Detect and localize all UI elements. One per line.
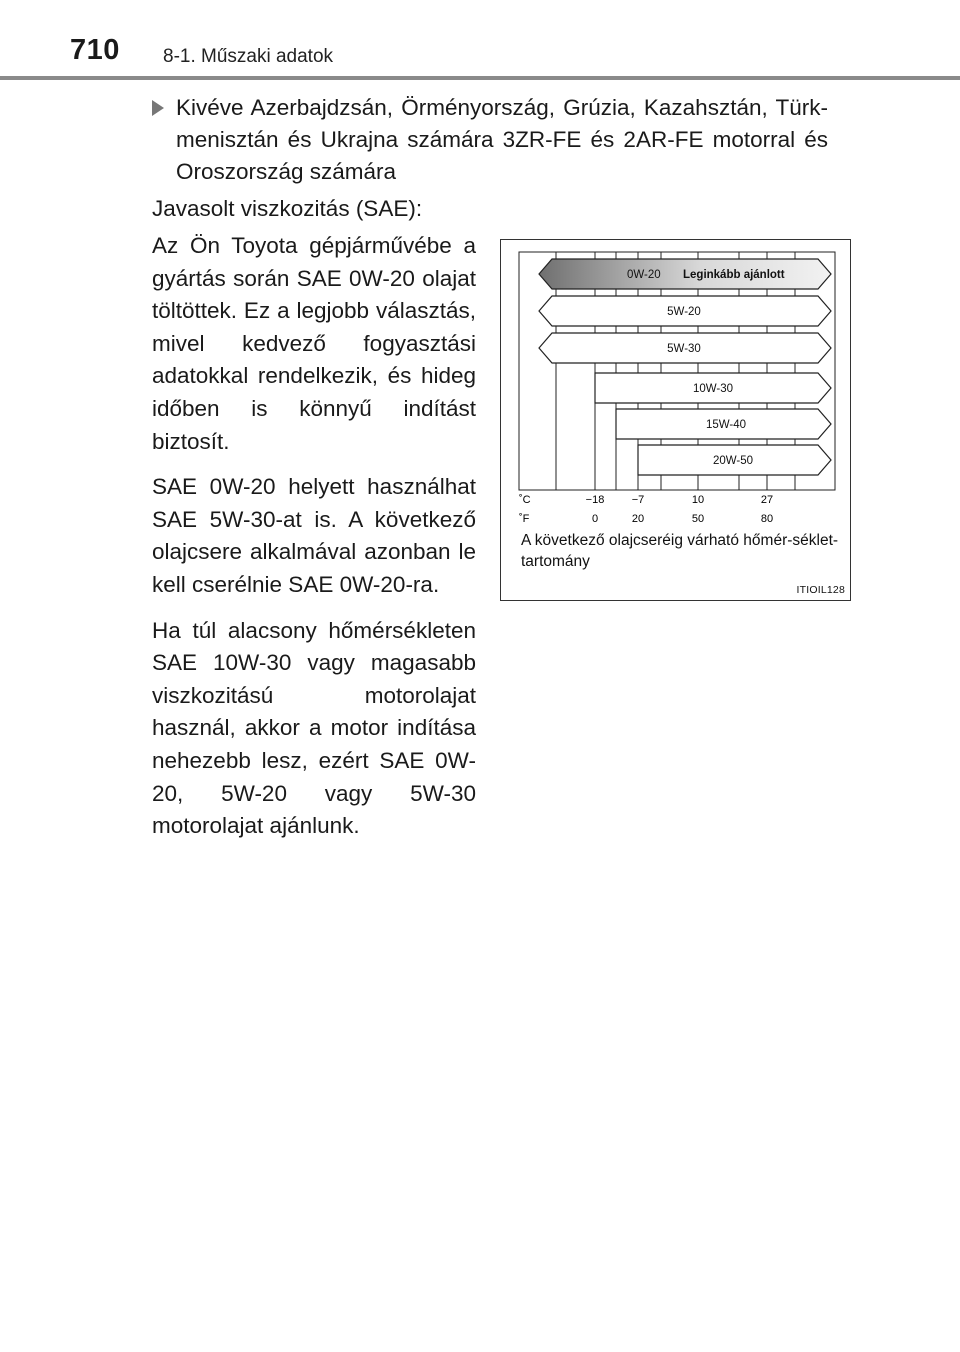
figure-caption: A következő olajcseréig várható hőmér-séklet-tartomány [521,532,839,570]
fahrenheit-tick: 80 [760,513,774,525]
celsius-tick: 10 [691,494,705,506]
grade-label: 15W-40 [705,419,747,431]
grade-label: 10W-30 [692,383,734,395]
fahrenheit-tick: 50 [691,513,705,525]
paragraph-alternative-oil: SAE 0W-20 helyett használhat SAE 5W-30-at is. A következő olajcsere alkalmával azonban le kell cserélnie SAE 0W-20-ra. [152,474,476,597]
bullet-text: Kivéve Azerbajdzsán, Örményország, Grúzia, Kazahsztán, Türk-menisztán és Ukrajna számára 3ZR-FE és 2AR-FE motorral és Oroszország számára [176,95,828,184]
paragraph-factory-oil: Az Ön Toyota gépjárművébe a gyártás során SAE 0W-20 olajat töltöttek. Ez a legjobb választás, mivel kedvező fogyasztási adatokkal rendelkezik, és hideg időben is könnyű indítást biztosít. [152,233,476,454]
grade-label: 20W-50 [712,455,754,467]
header-divider [0,76,960,80]
fahrenheit-tick: 20 [631,513,645,525]
celsius-tick: 27 [760,494,774,506]
bullet-item [152,92,828,188]
celsius-tick: −7 [631,494,645,506]
figure-id: ITIOIL128 [796,584,845,596]
celsius-tick: −18 [585,494,605,506]
fahrenheit-unit-label: ˚F [519,513,530,525]
oil-viscosity-figure [500,239,851,601]
viscosity-heading: Javasolt viszkozitás (SAE): [152,196,423,221]
paragraph-low-temperature: Ha túl alacsony hőmérsékleten SAE 10W-30 vagy magasabb viszkozitású motorolajat használ, akkor a motor indítása nehezebb lesz, ezért SAE 0W-20, 5W-20 vagy 5W-30 motorolajat ajánlunk. [152,617,476,839]
grade-label: 5W-30 [667,343,701,355]
triangle-bullet-icon [152,100,164,116]
recommended-label: Leginkább ajánlott [683,269,785,281]
fahrenheit-tick: 0 [591,513,599,525]
body-text-column [152,230,476,856]
celsius-unit-label: ˚C [519,494,531,506]
grade-label: 5W-20 [667,306,701,318]
grade-label: 0W-20 [627,269,661,281]
section-title: 8-1. Műszaki adatok [163,46,334,67]
page-number: 710 [70,34,120,66]
